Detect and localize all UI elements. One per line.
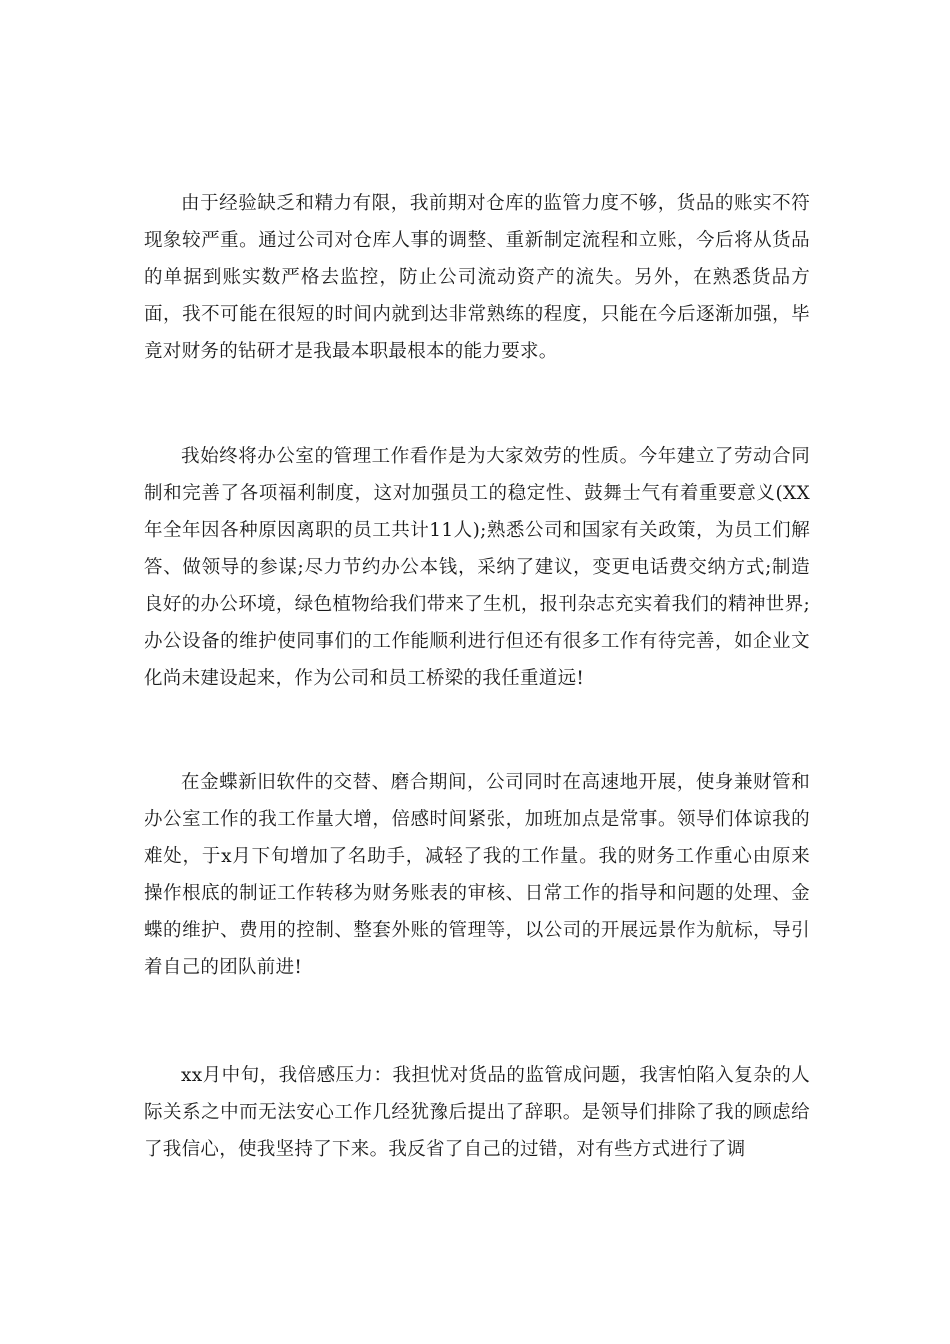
paragraph-office-management: 我始终将办公室的管理工作看作是为大家效劳的性质。今年建立了劳动合同制和完善了各项福利制度，这对加强员工的稳定性、鼓舞士气有着重要意义(XX年全年因各种原因离职的员工共计11人);熟悉公司和国家有关政策，为员工们解答、做领导的参谋;尽力节约办公本钱，采纳了建议，变更电话费交纳方式;制造良好的办公环境，绿色植物给我们带来了生机，报刊杂志充实着我们的精神世界;办公设备的维护使同事们的工作能顺利进行但还有很多工作有待完善，如企业文化尚未建设起来，作为公司和员工桥梁的我任重道远!	[144, 446, 810, 689]
paragraph-resignation: xx月中旬，我倍感压力：我担忧对货品的监管成问题，我害怕陷入复杂的人际关系之中而无法安心工作几经犹豫后提出了辞职。是领导们排除了我的顾虑给了我信心，使我坚持了下来。我反省了自己的过错，对有些方式进行了调	[144, 1065, 810, 1160]
paragraph-warehouse-supervision: 由于经验缺乏和精力有限，我前期对仓库的监管力度不够，货品的账实不符现象较严重。通过公司对仓库人事的调整、重新制定流程和立账，今后将从货品的单据到账实数严格去监控，防止公司流动资产的流失。另外，在熟悉货品方面，我不可能在很短的时间内就到达非常熟练的程度，只能在今后逐渐加强，毕竟对财务的钻研才是我最本职最根本的能力要求。	[144, 193, 810, 362]
paragraph-kingdee-software: 在金蝶新旧软件的交替、磨合期间，公司同时在高速地开展，使身兼财管和办公室工作的我工作量大增，倍感时间紧张，加班加点是常事。领导们体谅我的难处，于x月下旬增加了名助手，减轻了我的工作量。我的财务工作重心由原来操作根底的制证工作转移为财务账表的审核、日常工作的指导和问题的处理、金蝶的维护、费用的控制、整套外账的管理等，以公司的开展远景作为航标，导引着自己的团队前进!	[144, 772, 810, 978]
